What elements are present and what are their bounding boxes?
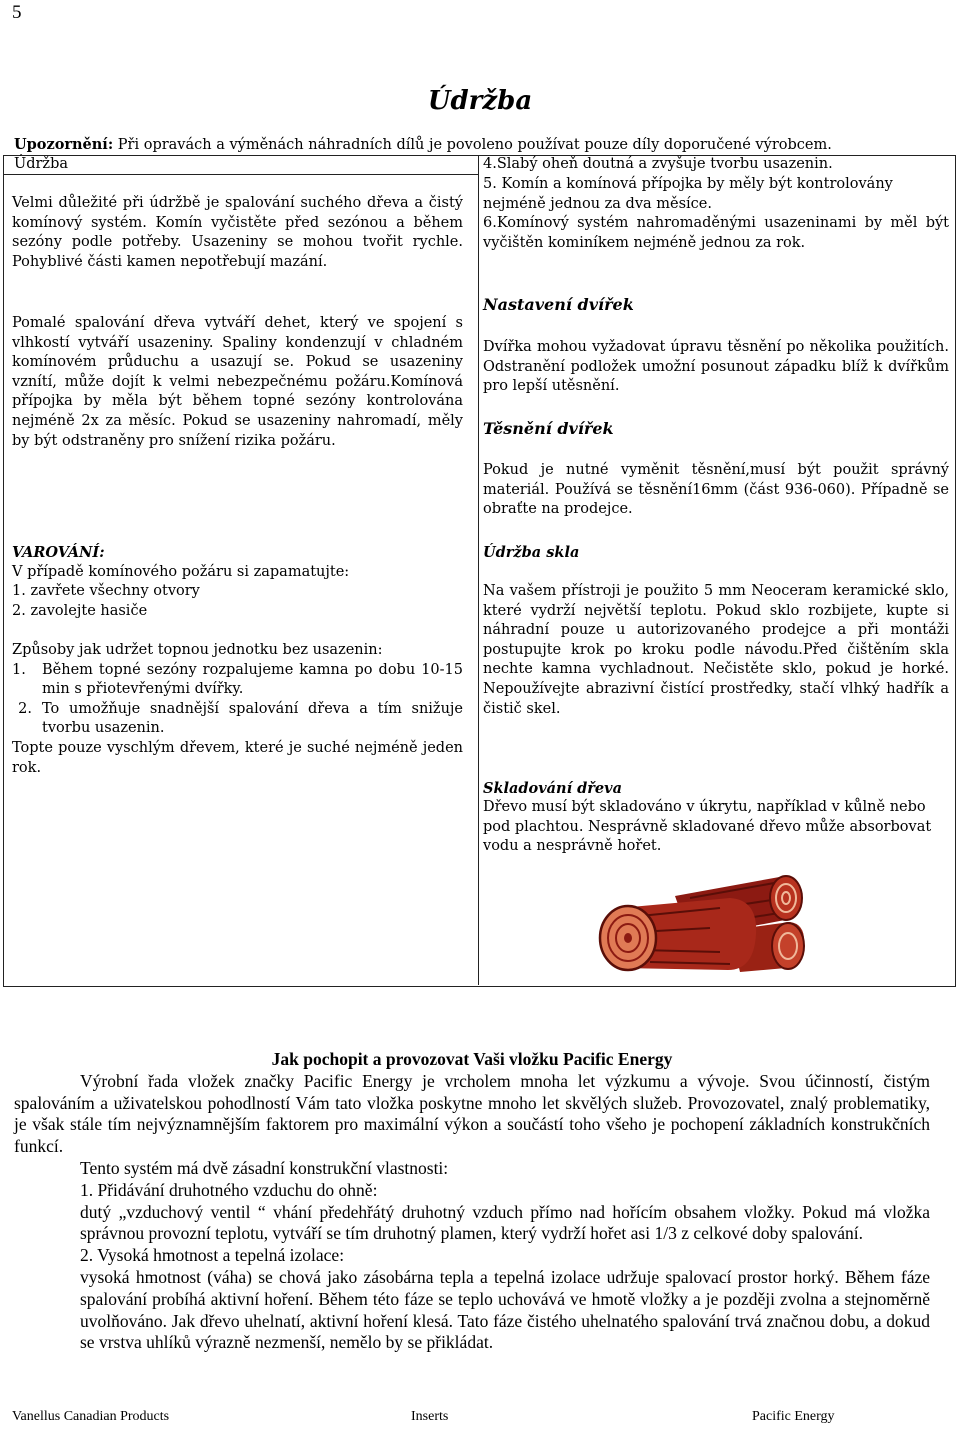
notice-label: Upozornění: [14, 136, 114, 153]
section-paragraph-2: Tento systém má dvě zásadní konstrukční vlastnosti: [80, 1157, 449, 1178]
warning-block [12, 543, 463, 778]
glass-heading: Údržba skla [483, 544, 580, 561]
footer-left: Vanellus Canadian Products [12, 1409, 170, 1424]
column-divider [478, 155, 479, 985]
page-title: Údržba [427, 86, 533, 116]
ways-heading: Způsoby jak udržet topnou jednotku bez usazenin: [12, 641, 383, 658]
footer-center: Inserts [411, 1409, 449, 1424]
notice-line [14, 135, 832, 156]
storage-heading: Skladování dřeva [483, 780, 622, 797]
list-item: 2. To umožňuje snadnější spalování dřeva a tím snižuje tvorbu usazenin. [18, 700, 463, 737]
door-adjust-text: Dvířka mohou vyžadovat úpravu těsnění po několika použitích. Odstranění podložek umožní posunout západku blíž k dvířkům pro lepší utěsnění. [483, 339, 949, 395]
door-adjust-heading: Nastavení dvířek [483, 295, 634, 314]
pacific-energy-section [14, 1049, 930, 1354]
notice-text: Při opravách a výměnách náhradních dílů je povoleno používat pouze díly doporučené výrobcem. [113, 137, 832, 153]
feature-2-title: 2. Vysoká hmotnost a tepelná izolace: [80, 1245, 345, 1266]
warning-item-2: 2. zavolejte hasiče [12, 602, 148, 619]
warning-heading: VAROVÁNÍ: [12, 544, 105, 561]
left-paragraph-2: Pomalé spalování dřeva vytváří dehet, který ve spojení s vlhkostí vytváří usazeniny. Spaliny kondenzují v chladném komínovém průduchu a usazují se. Pokud se usazeniny vznítí, může dojít k velmi nebezpečnému požáru.Komínová přípojka by měla být během topné sezóny kontrolována nejméně 2x za měsíc. Pokud se usazeniny nahromadí, měly by být odstraněny pro snížení rizika požáru. [12, 315, 463, 449]
warning-item-1: 1. zavřete všechny otvory [12, 583, 200, 600]
glass-text: Na vašem přístroji je použito 5 mm Neoceram keramické sklo, které vydrží největší teplotu. Pokud sklo rozbijete, kupte si náhradní pouze u autorizovaného prodejce a při montáži postupujte krok po kroku podle návodu.Před čištěním skla nechte kamna vychladnout. Nečistěte sklo, pokud je horké. Nepoužívejte abrazivní čistící prostředky, stačí vlhký hadřík a čistič skel. [483, 583, 949, 717]
item-6: 6.Komínový systém nahromaděnými usazeninami by měl být vyčištěn kominíkem nejméně jednou za rok. [483, 215, 949, 251]
feature-1-text: dutý „vzduchový ventil “ vhání předehřátý druhotný vzduch přímo nad hořícím obsahem vložky. Pokud má vložka správnou provozní teplotu, vytváří se tím druhotný plamen, který vydrží hořet asi 1/3 z celkové doby spalování. [80, 1201, 930, 1244]
ways-list [12, 661, 463, 739]
feature-2-text: vysoká hmotnost (váha) se chová jako zásobárna tepla a tepelná izolace udržuje spalovací prostor horký. Během fáze spalování probíhá aktivní hoření. Během této fáze se teplo uchovává ve hmotě vložky a je později zvolna a stejnoměrně uvolňováno. Jak dřevo uhelnatí, aktivní hoření klesá. Tato fáze čistého uhelnatého spalování trvá značnou dobu, a dokud se vrstva uhlíků výrazně nezmenší, nemělo by se přikládat. [80, 1266, 930, 1353]
item-5: 5. Komín a komínová přípojka by měly být kontrolovány nejméně jednou za dva měsíce. [483, 176, 893, 212]
section-heading: Jak pochopit a provozovat Vaši vložku Pacific Energy [271, 1049, 673, 1069]
item-4: 4.Slabý oheň doutná a zvyšuje tvorbu usazenin. [483, 156, 833, 172]
section-paragraph-1: Výrobní řada vložek značky Pacific Energy je vrcholem mnoha let výzkumu a vývoje. Svou účinností, čistým spalováním a uživatelskou pohodlností Vám tato vložka poskytne mnoho let skvělých služeb. Provozovatel, znalý problematiky, je však stále tím nejvýznamnějším faktorem pro maximální výkon a součástí toho všeho je pochopení základních konstrukčních funkcí. [14, 1070, 930, 1157]
storage-text: Dřevo musí být skladováno v úkrytu, například v kůlně nebo pod plachtou. Nesprávně skladované dřevo může absorbovat vodu a nesprávně hořet. [483, 799, 932, 855]
feature-1-title: 1. Přidávání druhotného vzduchu do ohně: [80, 1179, 378, 1200]
door-seal-heading: Těsnění dvířek [483, 419, 614, 438]
ways-end: Topte pouze vyschlým dřevem, které je suché nejméně jeden rok. [12, 739, 463, 776]
door-seal-text: Pokud je nutné vyměnit těsnění,musí být použit správný materiál. Používá se těsnění16mm (část 936-060). Případně se obraťte na prodejce. [483, 462, 949, 518]
header-divider [3, 174, 478, 175]
warning-intro: V případě komínového požáru si zapamatujte: [12, 563, 350, 580]
footer-right: Pacific Energy [752, 1409, 835, 1424]
left-paragraph-1: Velmi důležité při údržbě je spalování suchého dřeva a čistý komínový systém. Komín vyčistěte před sezónou a během sezóny podle potřeby. Usazeniny se mohou tvořit rychle. Pohyblivé části kamen nepotřebují mazání. [12, 195, 463, 270]
left-heading: Údržba [14, 156, 68, 172]
page-number: 5 [12, 2, 22, 23]
firewood-logs-icon [580, 868, 820, 978]
list-item: 1. Během topné sezóny rozpalujeme kamna po dobu 10-15 min s přiotevřenými dvířky. [12, 661, 463, 698]
